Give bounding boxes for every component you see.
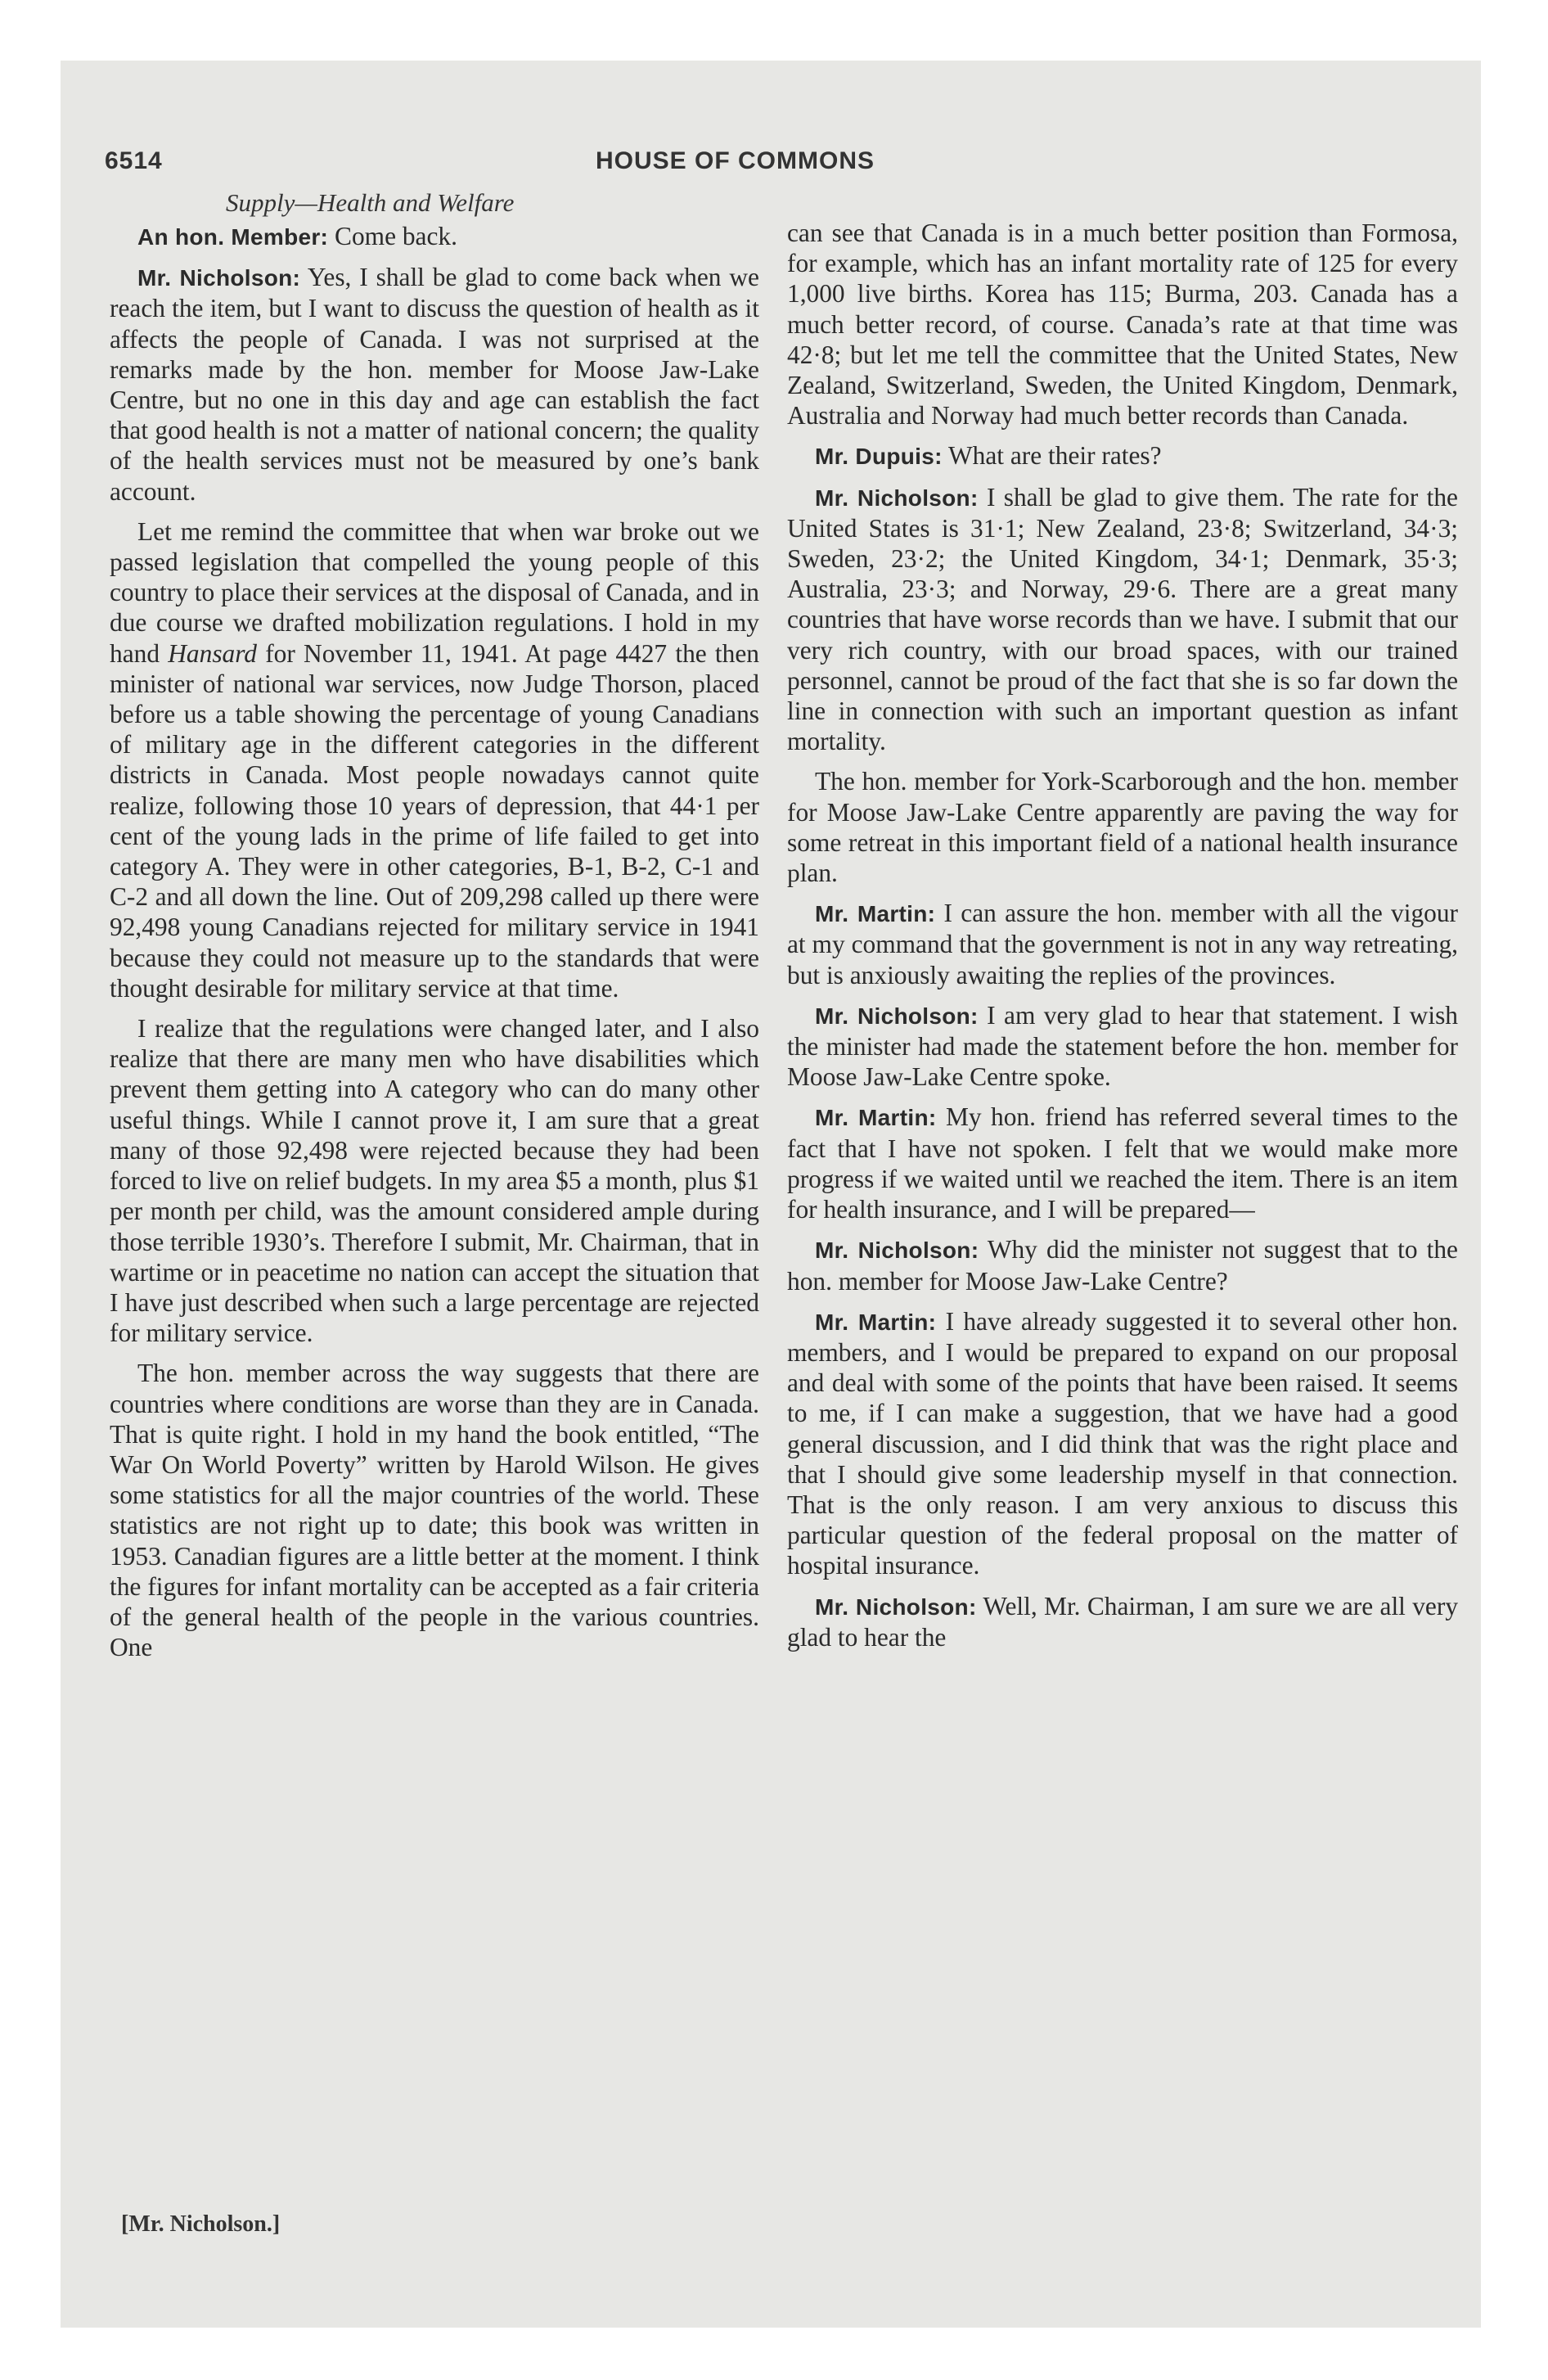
paragraph	[787, 1000, 1458, 1093]
speaker-name: Mr. Martin:	[815, 901, 936, 927]
paragraph	[787, 1591, 1458, 1652]
paragraph	[110, 221, 759, 252]
paragraph	[787, 482, 1458, 757]
paragraph-text: I shall be glad to give them. The rate for the United States is 31·1; New Zealand, 23·8; Switzerland, 34·3; Sweden, 23·2; the United Kingdom, 34·1; Denmark, 35·3; Australia, 23·3; and Norway, 29·6. There are a great many countries that have worse records than we have. I submit that our very rich country, with our broad spaces, with our trained personnel, cannot be proud of the fact that she is so far down the line in connection with such an important question as infant mortality.	[787, 482, 1458, 756]
section-heading: Supply—Health and Welfare	[226, 188, 515, 217]
paragraph-text: The hon. member across the way suggests that there are countries where conditions are worse than they are in Canada. That is quite right. I hold in my hand the book entitled, “The War On World Poverty” written by Harold Wilson. He gives some statistics for all the major countries of the world. These statistics are not right up to date; this book was written in 1953. Canadian figures are a little better at the moment. I think the figures for infant mortality can be accepted as a fair criteria of the general health of the people in the various countries. One	[110, 1359, 759, 1662]
speaker-name: Mr. Martin:	[815, 1309, 937, 1335]
paragraph	[110, 1358, 759, 1662]
paragraph-text: My hon. friend has referred several times to the fact that I have not spoken. I felt that we would make more progress if we waited until we reached the item. There is an item for health insurance, and I will be prepared—	[787, 1102, 1458, 1224]
speaker-name: Mr. Nicholson:	[815, 1003, 979, 1029]
publication-title: Hansard	[168, 638, 257, 668]
paragraph	[787, 1234, 1458, 1296]
page-number: 6514	[105, 147, 163, 174]
paragraph-text: I can assure the hon. member with all the vigour at my command that the government is not in any way retreating, but is anxiously awaiting the replies of the provinces.	[787, 899, 1458, 989]
footer-attribution: [Mr. Nicholson.]	[121, 2211, 281, 2237]
paragraph	[110, 1013, 759, 1348]
paragraph-text: I am very glad to hear that statement. I wish the minister had made the statement before the hon. member for Moose Jaw-Lake Centre spoke.	[787, 1000, 1458, 1092]
left-column	[110, 221, 759, 1672]
paragraph-text: Well, Mr. Chairman, I am sure we are all very glad to hear the	[787, 1591, 1459, 1652]
speaker-name: Mr. Nicholson:	[815, 1237, 979, 1264]
speaker-name: Mr. Nicholson:	[137, 265, 301, 291]
paragraph	[787, 440, 1458, 471]
paragraph-text: for November 11, 1941. At page 4427 the then minister of national war services, now Judge Thorson, placed before us a table showing the percentage of young Canadians of military age in the different categories in the different districts in Canada. Most people nowadays cannot quite realize, following those 10 years of depression, that 44·1 per cent of the young lads in the prime of life failed to get into category A. They were in other categories, B-1, B-2, C-1 and C-2 and all down the line. Out of 209,298 called up there were 92,498 young Canadians rejected for military service in 1941 because they could not measure up to the standards that were thought desirable for military service at that time.	[110, 638, 759, 1003]
paragraph-text: I realize that the regulations were changed later, and I also realize that there are many men who have disabilities which prevent them getting into A category who can do many other useful things. While I cannot prove it, I am sure that a great many of those 92,498 were rejected because they had been forced to live on relief budgets. In my area $5 a month, plus $1 per month per child, was the amount considered ample during those terrible 1930’s. Therefore I submit, Mr. Chairman, that in wartime or in peacetime no nation can accept the situation that I have just described when such a large percentage are rejected for military service.	[110, 1014, 759, 1348]
speaker-name: Mr. Nicholson:	[815, 485, 979, 511]
speaker-name: Mr. Dupuis:	[815, 444, 943, 470]
paragraph-text: Yes, I shall be glad to come back when we reach the item, but I want to discuss the question of health as it affects the people of Canada. I was not surprised at the remarks made by the hon. member for Moose Jaw-Lake Centre, but no one in this day and age can establish the fact that good health is not a matter of national concern; the quality of the health services must not be measured by one’s bank account.	[110, 263, 759, 506]
paragraph	[110, 516, 759, 1003]
paragraph-text: Why did the minister not suggest that to the hon. member for Moose Jaw-Lake Centre?	[787, 1235, 1458, 1296]
paragraph	[787, 1306, 1458, 1581]
speaker-name: An hon. Member:	[137, 224, 329, 250]
paragraph-text: I have already suggested it to several other hon. members, and I would be prepared to expand on our proposal and deal with some of the points that have been raised. It seems to me, if I can make a suggestion, that we have had a good general discussion, and I did think that was the right place and that I should give some leadership myself in that connection. That is the only reason. I am very anxious to discuss this particular question of the federal proposal on the matter of hospital insurance.	[787, 1306, 1458, 1580]
right-column	[787, 218, 1458, 1662]
running-title: HOUSE OF COMMONS	[596, 147, 875, 174]
paragraph-text: Come back.	[335, 222, 457, 250]
paragraph-text: What are their rates?	[948, 441, 1162, 471]
paragraph	[110, 262, 759, 507]
speaker-name: Mr. Martin:	[815, 1105, 937, 1131]
paragraph	[787, 766, 1458, 888]
paragraph-text: can see that Canada is in a much better position than Formosa, for example, which has an infant mortality rate of 125 for every 1,000 live births. Korea has 115; Burma, 203. Canada has a much better record, of course. Canada’s rate at that time was 42·8; but let me tell the committee that the United States, New Zealand, Switzerland, Sweden, the United Kingdom, Denmark, Australia and Norway had much better records than Canada.	[787, 219, 1458, 430]
paragraph-text: Let me remind the committee that when war broke out we passed legislation that compelled the young people of this country to place their services at the disposal of Canada, and in due course we drafted mobilization regulations. I hold in my hand	[110, 516, 759, 668]
paragraph	[787, 1102, 1458, 1224]
paragraph-text: The hon. member for York-Scarborough and the hon. member for Moose Jaw-Lake Centre apparently are paving the way for some retreat in this important field of a national health insurance plan.	[787, 767, 1458, 888]
paragraph	[787, 218, 1458, 430]
paragraph	[787, 898, 1458, 990]
speaker-name: Mr. Nicholson:	[815, 1593, 977, 1620]
